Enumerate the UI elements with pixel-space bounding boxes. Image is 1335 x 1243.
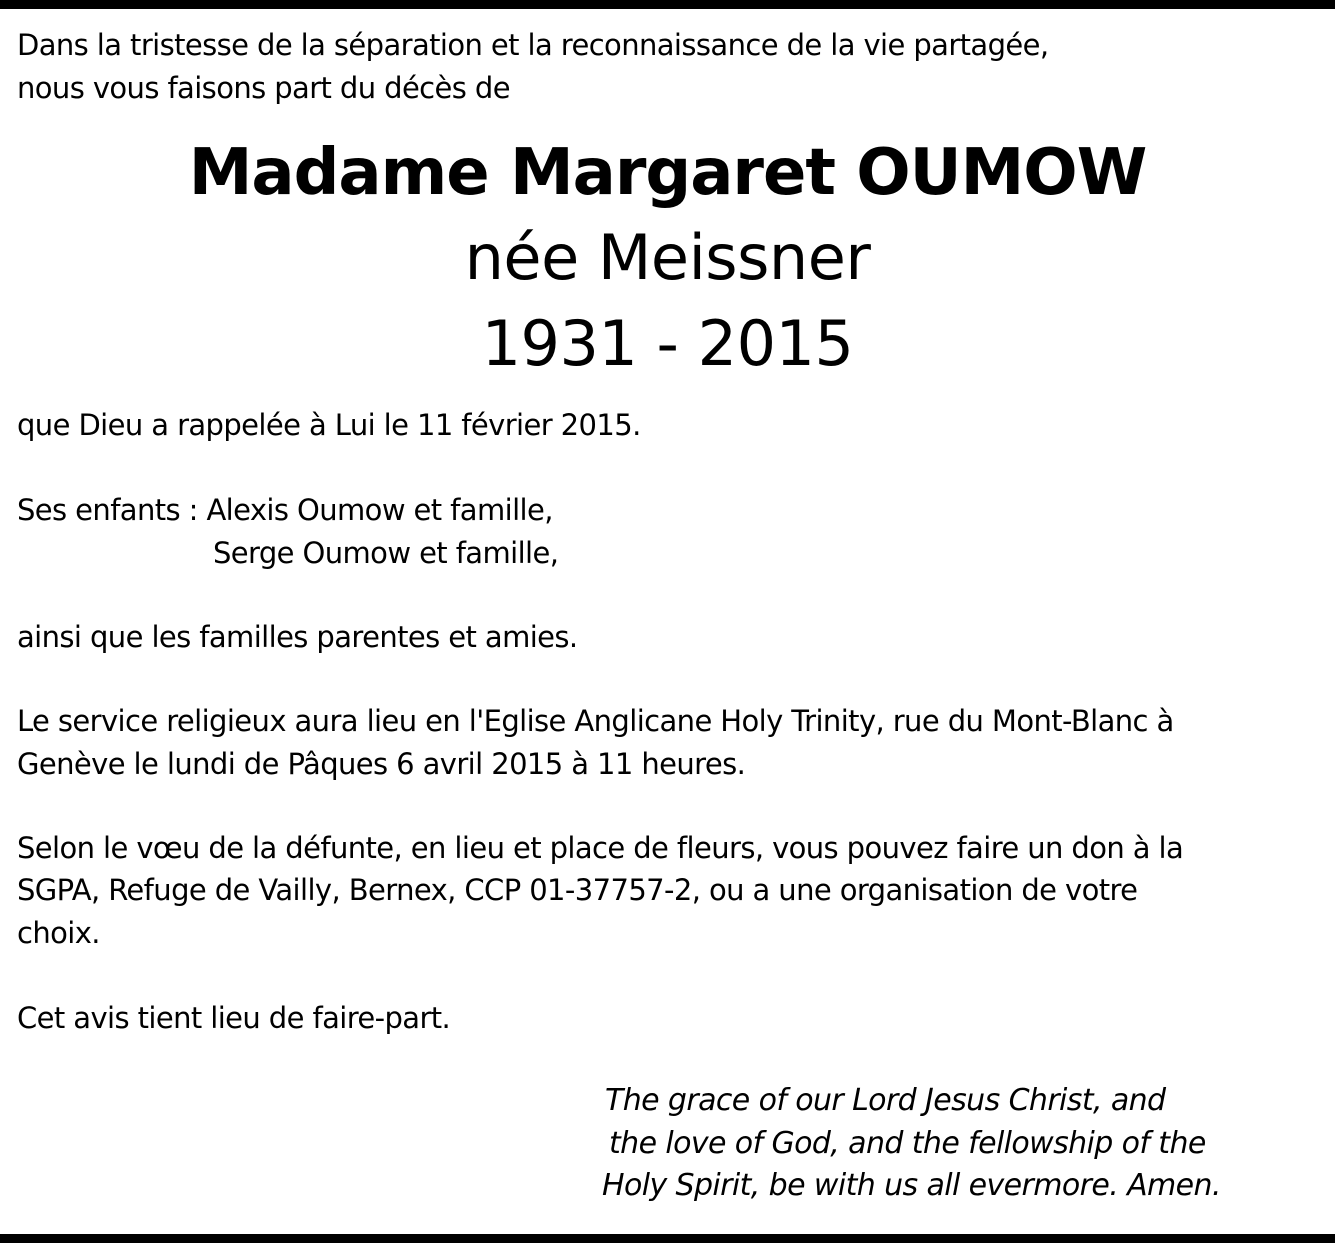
service-line-2: Genève le lundi de Pâques 6 avril 2015 à 11 heures. bbox=[17, 747, 746, 781]
service-line-1: Le service religieux aura lieu en l'Eglise Anglicane Holy Trinity, rue du Mont-Blanc à bbox=[17, 704, 1174, 738]
donation-line-3: choix. bbox=[17, 916, 100, 950]
deceased-name: Madame Margaret OUMOW bbox=[188, 136, 1147, 210]
blessing-line-3: Holy Spirit, be with us all evermore. Amen. bbox=[602, 1168, 1221, 1203]
life-years: 1931 - 2015 bbox=[481, 307, 854, 380]
children-line-2: Serge Oumow et famille, bbox=[213, 536, 559, 570]
intro-line-1: Dans la tristesse de la séparation et la reconnaissance de la vie partagée, bbox=[17, 28, 1049, 62]
intro-line-2: nous vous faisons part du décès de bbox=[17, 71, 510, 105]
top-border-rule bbox=[0, 0, 1335, 9]
blessing-line-1: The grace of our Lord Jesus Christ, and bbox=[605, 1083, 1166, 1118]
donation-line-2: SGPA, Refuge de Vailly, Bernex, CCP 01-37757-2, ou a une organisation de votre bbox=[17, 873, 1138, 907]
bottom-border-rule bbox=[0, 1234, 1335, 1243]
death-statement: que Dieu a rappelée à Lui le 11 février 2015. bbox=[17, 408, 641, 442]
blessing-line-2: the love of God, and the fellowship of the bbox=[609, 1126, 1206, 1161]
notice-line: Cet avis tient lieu de faire-part. bbox=[17, 1001, 451, 1035]
maiden-name: née Meissner bbox=[464, 221, 871, 294]
children-line-1: Ses enfants : Alexis Oumow et famille, bbox=[17, 493, 553, 527]
donation-line-1: Selon le vœu de la défunte, en lieu et place de fleurs, vous pouvez faire un don à la bbox=[17, 831, 1184, 865]
families-line: ainsi que les familles parentes et amies. bbox=[17, 620, 578, 654]
